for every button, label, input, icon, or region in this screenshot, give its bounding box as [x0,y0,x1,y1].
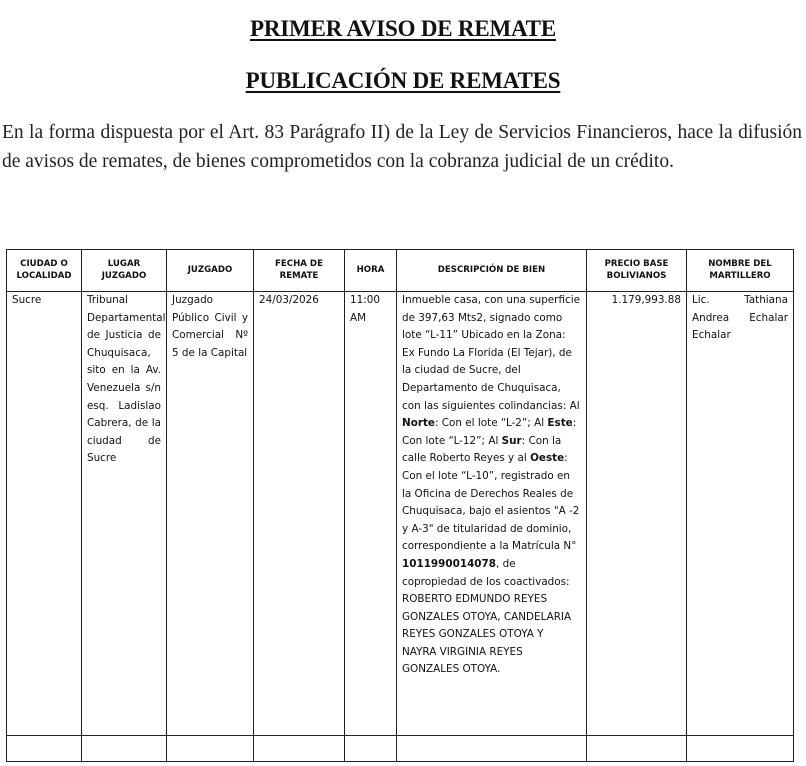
table-row-empty [7,736,794,762]
subtitle-text: PUBLICACIÓN DE REMATES [245,68,561,93]
empty-cell [7,736,82,762]
desc-text: : Con el lote “L-2”; Al [434,417,548,430]
desc-oeste: Oeste [530,452,565,465]
empty-cell [587,736,687,762]
desc-este: Este [547,417,573,430]
header-juzgado: JUZGADO [167,250,254,292]
cell-fecha: 24/03/2026 [254,292,345,736]
empty-cell [167,736,254,762]
desc-text: Inmueble casa, con una superficie de 397,63 Mts2, signado como lote “L-11” Ubicado en la Zona: Ex Fundo La Florida (El Tejar), de la ciudad de Sucre, del Departamento de Chuquisaca, con las siguientes colindancias: Al [402,294,580,412]
table-row [7,292,794,736]
cell-juzgado: Juzgado Público Civil y Comercial Nº 5 de la Capital [167,292,254,736]
desc-norte: Norte [402,417,435,430]
empty-cell [397,736,587,762]
intro-paragraph: En la forma dispuesta por el Art. 83 Parágrafo II) de la Ley de Servicios Financieros, hace la difusión de avisos de remates, de bienes comprometidos con la cobranza judicial de un crédito. [2,122,802,172]
title-text: PRIMER AVISO DE REMATE [250,16,556,41]
header-precio: PRECIO BASE BOLIVIANOS [587,250,687,292]
cell-ciudad: Sucre [7,292,82,736]
header-fecha: FECHA DE REMATE [254,250,345,292]
desc-text: : Con lote “L-12”; Al [402,417,577,447]
cell-lugar: Tribunal Departamental de Justicia de Chuquisaca, sito en la Av. Venezuela s/n esq. Ladislao Cabrera, de la ciudad de Sucre [82,292,167,736]
desc-sur: Sur [501,434,522,447]
cell-descripcion [397,292,587,736]
page-subtitle [0,68,806,94]
cell-martillero: Lic. Tathiana Andrea Echalar Echalar [687,292,794,736]
cell-precio: 1.179,993.88 [587,292,687,736]
empty-cell [254,736,345,762]
header-lugar: LUGAR JUZGADO [82,250,167,292]
empty-cell [82,736,167,762]
empty-cell [345,736,397,762]
auction-table [6,249,794,762]
page-title [0,16,806,42]
table-header-row [7,250,794,292]
cell-hora: 11:00 AM [345,292,397,736]
empty-cell [687,736,794,762]
header-martillero: NOMBRE DEL MARTILLERO [687,250,794,292]
header-descripcion: DESCRIPCIÓN DE BIEN [397,250,587,292]
desc-text: : Con el lote “L-10”, registrado en la Oficina de Derechos Reales de Chuquisaca, bajo el asientos "A -2 y A-3" de titularidad de dominio, correspondiente a la Matrícula N° [402,452,580,553]
header-hora: HORA [345,250,397,292]
desc-text: : Con la calle Roberto Reyes y al [402,434,562,465]
desc-text: , de copropiedad de los coactivados: ROBERTO EDMUNDO REYES GONZALES OTOYA, CANDELARIA REYES GONZALES OTOYA Y NAYRA VIRGINIA REYES GONZALES OTOYA. [402,557,572,676]
desc-matricula: 1011990014078 [402,557,496,570]
header-ciudad: CIUDAD O LOCALIDAD [7,250,82,292]
